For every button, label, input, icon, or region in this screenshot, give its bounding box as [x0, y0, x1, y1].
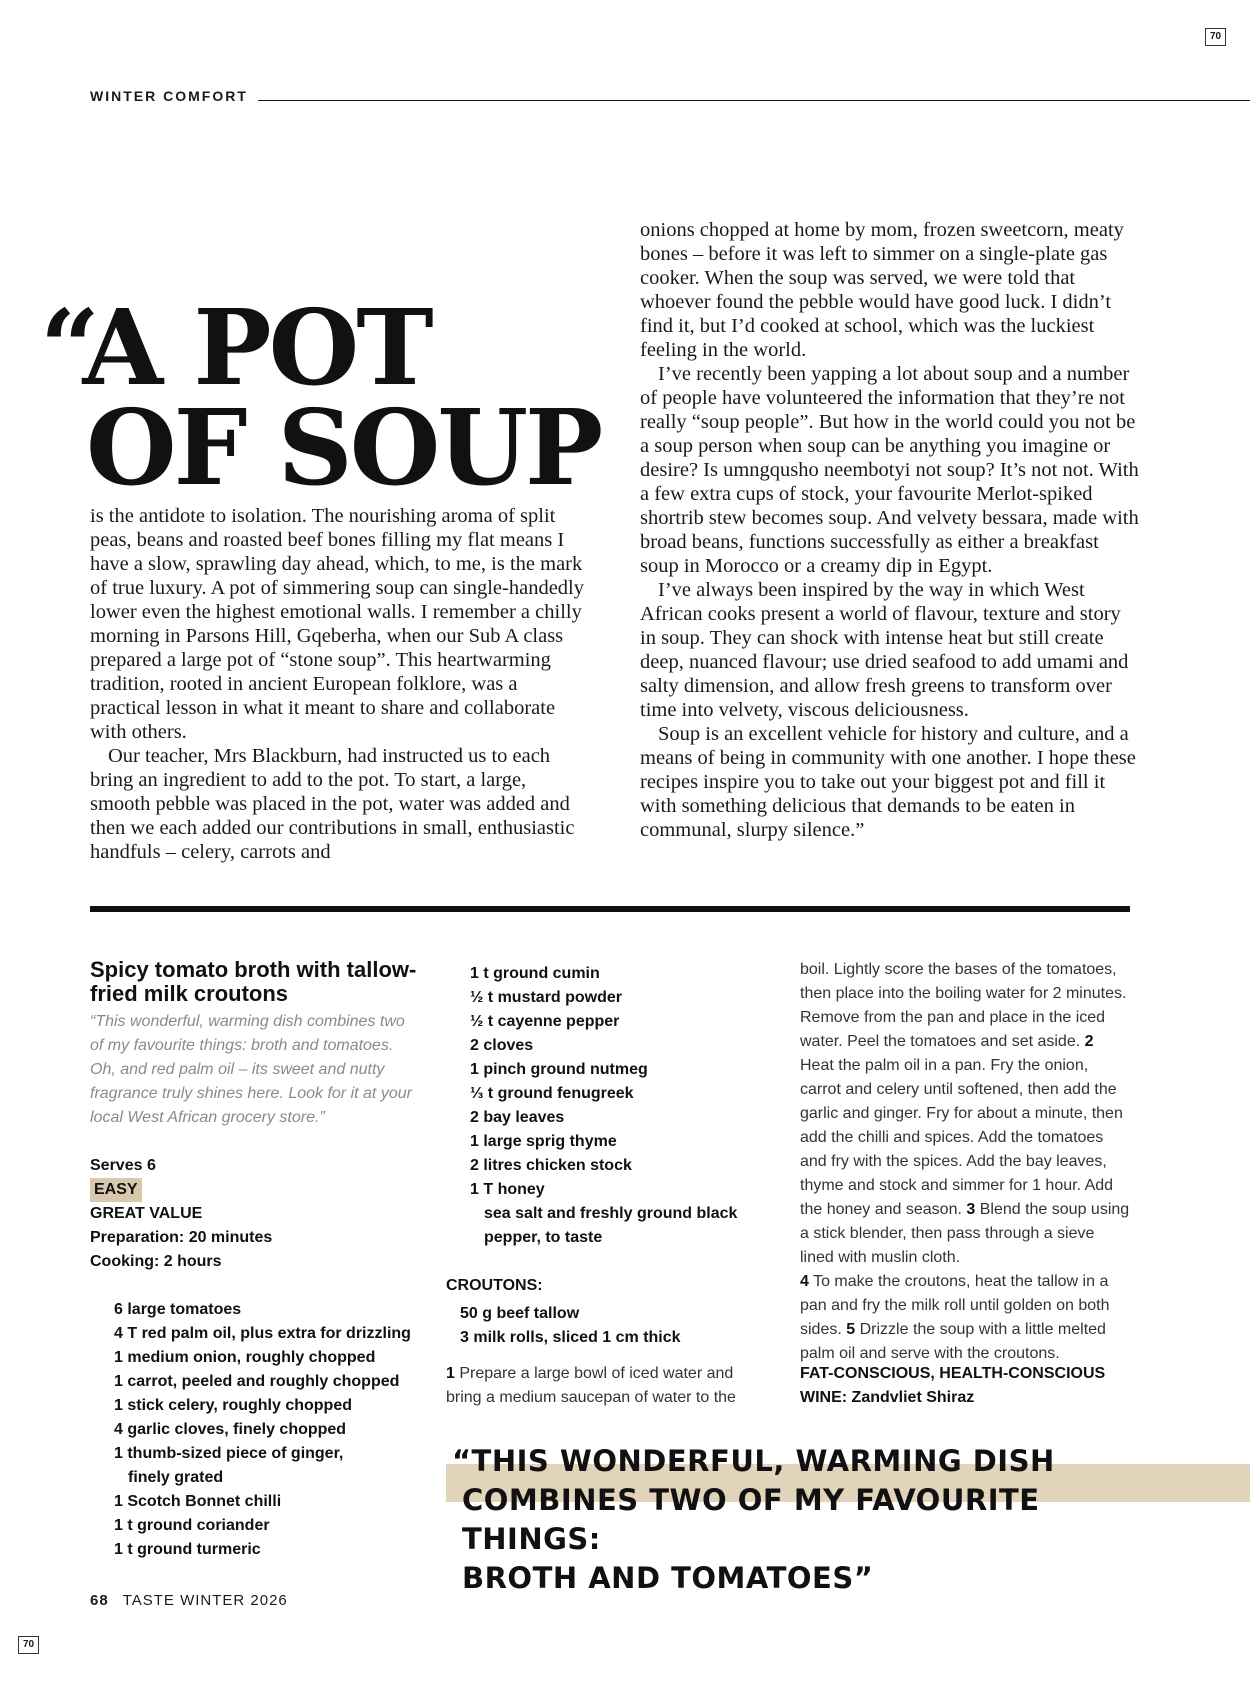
page-footer — [90, 1592, 288, 1609]
recipe-meta — [90, 1154, 420, 1274]
section-divider — [90, 906, 1130, 912]
method-step: Drizzle the soup with a little melted palm oil and serve with the croutons. — [800, 1321, 1106, 1362]
serves: Serves 6 — [90, 1157, 156, 1174]
article-paragraph: I’ve always been inspired by the way in which West African cooks present a world of flavour, texture and story in soup. They can shock with intense heat but still create deep, nuanced flavour; use dried seafood to add umami and salty dimension, and allow fresh greens to transform over time into velvety, viscous deliciousness. — [640, 579, 1129, 721]
difficulty-badge: EASY — [90, 1178, 142, 1202]
method-step: boil. Lightly score the bases of the tomatoes, then place into the boiling water for 2 minutes. Remove from the pan and place in the iced water. Peel the tomatoes and set aside. — [800, 961, 1127, 1050]
method-step: Prepare a large bowl of iced water and bring a medium saucepan of water to the — [446, 1365, 736, 1406]
method-step: Blend the soup using a stick blender, then pass through a sieve lined with muslin cloth. — [800, 1201, 1130, 1266]
section-rule — [258, 100, 1250, 101]
wine-pairing: WINE: Zandvliet Shiraz — [800, 1389, 975, 1406]
ingredient: 50 g beef tallow — [460, 1305, 580, 1322]
article-column-left — [90, 504, 590, 864]
ingredient: 1 medium onion, roughly chopped — [114, 1349, 376, 1366]
ingredient: 2 cloves — [470, 1037, 534, 1054]
recipe-intro: “This wonderful, warming dish combines two of my favourite things: broth and tomatoes. Oh, and red palm oil – its sweet and nutty fragrance truly shines here. Look for it at your local West African grocery store.” — [90, 1013, 412, 1126]
headline — [40, 286, 601, 509]
ingredient: pepper, to taste — [484, 1229, 603, 1246]
page-marker-top: 70 — [1205, 28, 1226, 46]
method-text-b — [800, 958, 1130, 1366]
ingredient: 1 t ground cumin — [470, 965, 600, 982]
pullquote-line: BROTH AND TOMATOES” — [462, 1561, 874, 1595]
ingredient: 1 carrot, peeled and roughly chopped — [114, 1373, 400, 1390]
prep-time: Preparation: 20 minutes — [90, 1229, 273, 1246]
article-paragraph: I’ve recently been yapping a lot about soup and a number of people have volunteered the information that they’re not really “soup people”. But how in the world could you not be a soup person when soup can be anything you imagine or desire? Is umngqusho neembotyi not soup? It’s not not. With a few extra cups of stock, your favourite Merlot-spiked shortrib stew becomes soup. And velvety bessara, made with broad beans, functions successfully as either a breakfast soup in Morocco or a creamy dip in Egypt. — [640, 363, 1139, 577]
step-number: 5 — [846, 1321, 856, 1338]
article-paragraph: onions chopped at home by mom, frozen sweetcorn, meaty bones – before it was left to simmer on a single-plate gas cooker. When the soup was served, we were told that whoever found the pebble would have good luck. I didn’t find it, but I’d cooked at school, which was the luckiest feeling in the world. — [640, 219, 1124, 361]
headline-line-2: OF SOUP — [86, 386, 601, 509]
recipe-tags — [800, 1362, 1130, 1410]
ingredient: 4 T red palm oil, plus extra for drizzling — [114, 1325, 411, 1342]
croutons-label: CROUTONS: — [446, 1277, 543, 1294]
headline-line-1: “A POT — [40, 286, 431, 409]
step-number: 4 — [800, 1273, 809, 1290]
ingredient: 3 milk rolls, sliced 1 cm thick — [460, 1329, 681, 1346]
step-number: 2 — [1084, 1033, 1094, 1050]
ingredient: 2 litres chicken stock — [470, 1157, 632, 1174]
method-step: To make the croutons, heat the tallow in a pan and fry the milk roll until golden on both sides. — [800, 1273, 1110, 1338]
step-number: 1 — [446, 1365, 455, 1382]
pullquote-line: COMBINES TWO OF MY FAVOURITE THINGS: — [462, 1483, 1040, 1556]
footer-publication: TASTE WINTER 2026 — [122, 1592, 288, 1609]
article-paragraph: is the antidote to isolation. The nourishing aroma of split peas, beans and roasted beef bones filling my flat means I have a slow, sprawling day ahead, which, to me, is the mark of true luxury. A pot of simmering soup can single-handedly lower even the highest emotional walls. I remember a chilly morning in Parsons Hill, Gqeberha, when our Sub A class prepared a large pot of “stone soup”. This heartwarming tradition, rooted in ancient European folklore, was a practical lesson in what it meant to share and collaborate with others. — [90, 505, 585, 743]
ingredient: 2 bay leaves — [470, 1109, 565, 1126]
section-label: WINTER COMFORT — [90, 88, 248, 104]
article-paragraph: Our teacher, Mrs Blackburn, had instructed us to each bring an ingredient to add to the pot. To start, a large, smooth pebble was placed in the pot, water was added and then we each added our contributions in small, enthusiastic handfuls – celery, carrots and — [90, 745, 575, 863]
pullquote-line: “THIS WONDERFUL, WARMING DISH — [452, 1444, 1055, 1478]
pullquote — [452, 1442, 1152, 1598]
footer-page-number: 68 — [90, 1592, 109, 1609]
croutons-list — [460, 1302, 681, 1350]
ingredient: 1 Scotch Bonnet chilli — [114, 1493, 282, 1510]
article-paragraph: Soup is an excellent vehicle for history and culture, and a means of being in community with one another. I hope these recipes inspire you to take out your biggest pot and fill it with something delicious that demands to be eaten in communal, slurpy silence.” — [640, 723, 1136, 841]
ingredient: 6 large tomatoes — [114, 1301, 242, 1318]
ingredients-list-2 — [470, 962, 737, 1250]
diet-tags: FAT-CONSCIOUS, HEALTH-CONSCIOUS — [800, 1365, 1106, 1382]
ingredient: 1 thumb-sized piece of ginger, — [114, 1445, 344, 1462]
article-column-right — [640, 218, 1140, 842]
ingredient: 1 stick celery, roughly chopped — [114, 1397, 352, 1414]
method-text-a — [446, 1362, 766, 1410]
ingredient: sea salt and freshly ground black — [484, 1205, 738, 1222]
ingredient: ½ t cayenne pepper — [470, 1013, 620, 1030]
ingredients-list-1 — [114, 1298, 411, 1562]
cook-time: Cooking: 2 hours — [90, 1253, 222, 1270]
ingredient: 1 t ground turmeric — [114, 1541, 261, 1558]
page-marker-bottom: 70 — [18, 1636, 39, 1654]
ingredient: 1 T honey — [470, 1181, 545, 1198]
method-step: Heat the palm oil in a pan. Fry the onion, carrot and celery until softened, then add the garlic and ginger. Fry for about a minute, then add the chilli and spices. Add the tomatoes and fry with the spices. Add the bay leaves, thyme and stock and simmer for 1 hour. Add the honey and season. — [800, 1057, 1123, 1218]
step-number: 3 — [966, 1201, 976, 1218]
ingredient: ½ t mustard powder — [470, 989, 623, 1006]
ingredient: 1 t ground coriander — [114, 1517, 270, 1534]
ingredient: 1 large sprig thyme — [470, 1133, 617, 1150]
ingredient: ⅓ t ground fenugreek — [470, 1085, 634, 1102]
ingredient: 1 pinch ground nutmeg — [470, 1061, 648, 1078]
ingredient: finely grated — [128, 1469, 224, 1486]
recipe-title: Spicy tomato broth with tallow-fried milk croutons — [90, 957, 417, 1006]
ingredient: 4 garlic cloves, finely chopped — [114, 1421, 347, 1438]
value-label: GREAT VALUE — [90, 1205, 203, 1222]
